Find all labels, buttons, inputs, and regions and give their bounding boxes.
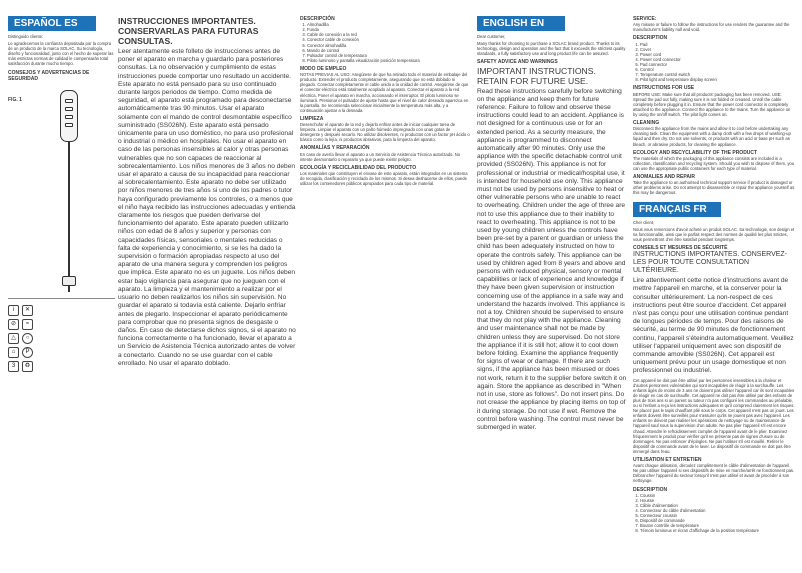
description-title-es: DESCRIPCIÓN — [300, 16, 335, 22]
column-en — [477, 0, 627, 573]
greeting-es: Distinguido cliente: — [8, 34, 44, 39]
list-item: 2. Housse — [640, 498, 795, 503]
safety-text-fr: Lire attentivement cette notice d'instructions avant de mettre l'appareil en marche, et la conserver pour la consulter ultérieurement. La non-respect de ces instructions peut être source d'accident. Cet appareil n'est pas conçu pour une utilisation continue pendant de longues périodes de temps. Pour des raisons de sécurité, au terme de 90 minutes de fonctionnement continu, l'appareil s'éteindra automatiquement. Veuillez utiliser l'appareil uniquement avec son dispositif de commande amovible (SS026N). Cet appareil est uniquement prévu pour un usage domestique et non professionnel ou industriel. — [633, 277, 794, 375]
list-item: 1. Almohadilla — [307, 22, 470, 27]
language-header-en: ENGLISH EN — [477, 16, 565, 31]
anomalies-title-es: ANOMALÍAS Y REPARACIÓN — [300, 145, 370, 152]
no-dry-clean-icon: P — [22, 347, 33, 358]
column-es-intro — [8, 0, 115, 573]
ecology-title-en: ECOLOGY AND RECYCLABILITY OF THE PRODUCT — [633, 149, 758, 156]
safety-text-es: Leer atentamente este folleto de instrucciones antes de poner el aparato en marcha y guardarlo para posteriores consultas. La no observación y cumplimiento de estas instrucciones puede comportar uno resultado un accidente. Este aparato no está pensado para su uso continuado durante largos periodos de tiempo. Como medida de seguridad, el aparato está programado para desconectarse automáticamente tras 90 minutos. Usar el aparato solamente con el mando de control desmontable específico suministrado (SS026N). Este aparato está pensado únicamente para un uso doméstico, no para uso profesional o industrial o médico en hospitales. No usar el aparato en caso de las personas insensibles al calor y otras personas vulnerables que no son capaces de reaccionar al sobrecalentamiento. Los niños menores de 3 años no deben usar el aparato a causa de su incapacidad para reaccionar al sobrecalentamiento. Este aparato no debe ser utilizado por niños menores de tres años si uno de los padres o tutor haya configurado previamente los controles, o a menos que el niño haya recibido las instrucciones adecuadas y entienda claramente los riesgos que pueden derivarse del funcionamiento del aparato. Este aparato pueden utilizarlo niños con edad de 8 años y superior y personas con capacidades físicas, sensoriales o mentales reducidas o falta de experiencia y conocimiento, si se les ha dado la supervisión o formación apropiadas respecto al uso del aparato de una manera segura y comprenden los peligros que implica. Este aparato no es un juguete. Los niños deben estar bajo vigilancia para asegurar que no jueguen con el aparato. La limpieza y el mantenimiento a realizar por el usuario no deben realizarlos los niños sin supervisión. No guardar el aparato si todavía está caliente. Dejarlo enfriar antes de plegarlo. Inspeccionar el aparato periódicamente para comprobar que no presenta signos de desgaste o daños. En caso de detectarse dichos signos, si el aparato no funciona correctamente o ha funcionado, llevar el aparato a un Servicio de Asistencia Técnica autorizado antes de volver a conectarlo. Cuando no se use guardar con el cable enrollado. No usar el aparato doblado. — [118, 48, 296, 367]
service-title-en: SERVICE: — [633, 16, 657, 22]
remote-button-drawing — [65, 115, 73, 119]
tumble-dry-icon: ○ — [22, 333, 33, 344]
ecology-title-es: ECOLOGÍA Y RECICLABILIDAD DEL PRODUCTO — [300, 164, 417, 171]
list-item: 5. Connecteur coussin — [640, 513, 795, 518]
list-item: 7. Bouton contrôle de température — [640, 523, 795, 528]
list-item: 2. Funda — [307, 27, 470, 32]
no-iron-icon: ⌂ — [8, 347, 19, 358]
ecology-text-en: The materials of which the packaging of this appliance consists are included in a collection, classification and recycling system. Should you wish to dispose of them, you can use the appropriate public containers for each type of material. — [633, 155, 795, 171]
language-header-fr: FRANÇAIS FR — [633, 202, 721, 217]
list-item: 3. Cable de conexión a la red — [307, 32, 470, 37]
list-item: 5. Conector almohadilla — [307, 43, 470, 48]
column-es-instructions — [118, 0, 296, 573]
column-es-use — [300, 0, 470, 573]
ecology-text-es: Los materiales que constituyen el envase de este aparato, están integrados en un sistema de recogida, clasificación y reciclado de los mismos. Si desea deshacerse de ellos, puede utilizar los contenedores públicos apropiados para cada tipo de material. — [300, 171, 468, 187]
description-list-en — [633, 42, 795, 83]
divider — [8, 298, 115, 299]
service-text-en: Any misuse or failure to follow the instructions for use renders the guarantee and the manufacturer's liability null and void. — [633, 22, 790, 33]
use-text-fr: Avant chaque utilisation, déroulez complètement le câble d'alimentation de l'appareil. Ne pas utiliser l'appareil si ses dispositifs de mise en marche/arrêt ne fonctionnent pas. Débrancher l'appareil du secteur lorsqu'il n'est pas utilisé et avant de procéder à son nettoyage. — [633, 463, 795, 484]
age-limit-icon: 3 — [8, 361, 19, 372]
safety-text-en: Read these instructions carefully before switching on the appliance and keep them for future reference. Failure to follow and observe these instructions could lead to an accident. Appliance is not designed for a continuous use or for an extended period. As a security measure, the appliance is programmed to disconnect automatically after 90 minutes. Only use the appliance with the specific detachable control unit provided (SS026N). This appliance is not for professional or industrial or medical/hospital use, it is intended for household use only. This appliance must not be used by persons insensitive to heat or other vulnerable persons who are unable to react to overheating. Children under the age of three are not to use this appliance due to their inability to react to overheating. This appliance is not to be used by young children unless the controls have been pre-set by a parent or guardian or unless the child has been adequately instructed on how to operate the controls safely. This appliance can be used by children aged from 8 years and above and persons with reduced physical, sensory or mental capabilities or lack of experience and knowledge if they have been given supervision or instruction concerning use of the appliance in a safe way and understand the hazards involved. This appliance is not a toy. Children should be supervised to ensure that they do not play with the appliance. Cleaning and user maintenance shall not be made by children unless they are supervised. Do not store the appliance if it is still hot; allow it to cool down before folding. Examine the appliance frequently for signs of wear or damage. If there are such signs, if the appliance has been misused or does not work, return it to the supplier before switch it on again. Store the appliance as described in "When not in use, store as follows". Do not insert pins. Do not crease the appliance by placing items on top of it during storage. Do not use if wet. Remove the control before washing. The control must never be submerged in water. — [477, 87, 627, 431]
list-item: 2. Cover — [640, 47, 795, 52]
no-bleach-icon: △ — [8, 333, 19, 344]
cable-drawing — [68, 142, 70, 292]
safety-title-en: SAFETY ADVICE AND WARNINGS — [477, 59, 558, 66]
list-item: 3. Power cord — [640, 52, 795, 57]
list-item: 6. Dispositif de commande — [640, 518, 795, 523]
remote-button-drawing — [65, 99, 73, 103]
symbol-row — [8, 319, 115, 330]
cleaning-text-en: Disconnect the appliance from the mains and allow it to cool before undertaking any cleaning task. Clean the equipment with a damp cloth with a few drops of washing-up liquid and then dry. Do not use solvents, or products with an acid or base pH such as bleach, or abrasive products, for cleaning the appliance. — [633, 126, 791, 147]
symbol-row — [8, 347, 115, 358]
list-item: 6. Control — [640, 67, 795, 72]
wash-icon: ≈ — [22, 319, 33, 330]
list-item: 3. Câble d'alimentation — [640, 503, 795, 508]
symbol-row — [8, 305, 115, 316]
list-item: 5. Pad connector — [640, 62, 795, 67]
safety-title-fr: CONSEILS ET MESURES DE SÉCURITÉ — [633, 244, 728, 251]
list-item: 4. Connecteur du câble d'alimentation — [640, 508, 795, 513]
figure-label: FIG. 1 — [8, 96, 22, 103]
read-manual-icon: i — [8, 305, 19, 316]
cleaning-title-en: CLEANING — [633, 120, 660, 127]
cleaning-title-es: LIMPIEZA — [300, 115, 324, 122]
intro-en: Many thanks for choosing to purchase a SOLAC brand product. Thanks to its technology, design and operation and the fact that it exceeds the strictest quality standards, a fully satisfactory use and long product life can be assured. — [477, 41, 626, 57]
connector-drawing — [62, 276, 76, 286]
intro-es: Le agradecemos la confianza depositada por la compra de un producto de la marca SOLAC. Su tecnología, diseño y funcionalidad, junto con el hecho de superar las más estrictas normas de calidad le compensarán total satisfacción durante mucho tiempo. — [8, 41, 114, 67]
anomalies-title-en: ANOMALIES AND REPAIR — [633, 174, 695, 181]
safety-title-es: CONSEJOS Y ADVERTENCIAS DE SEGURIDAD — [8, 69, 90, 82]
no-fold-icon: ⊘ — [8, 319, 19, 330]
remote-button-drawing — [65, 107, 73, 111]
use-title-es: MODO DE EMPLEO — [300, 65, 347, 72]
symbols-legend — [8, 305, 115, 372]
symbol-row — [8, 333, 115, 344]
anomalies-text-en: Take the appliance to an authorised technical support service if product is damaged or other problems arise. Do not attempt to disassemble or repair the appliance yourself as this may be dangerous. — [633, 180, 795, 196]
list-item: 4. Power cord connector — [640, 57, 795, 62]
anomalies-text-es: En caso de avería llevar el aparato a un Servicio de Asistencia Técnica autorizado. No intente desmontarlo o repararlo ya que puede existir peligro. — [300, 151, 461, 162]
list-item: 1. Coussin — [640, 493, 795, 498]
cleaning-text-es: Desenchufar el aparato de la red y dejarlo enfriar antes de iniciar cualquier tarea de limpieza. Limpiar el aparato con un paño húmedo impregnado con unas gotas de detergente y después secarlo. No utilizar disolventes, ni productos con un factor pH ácido o básico como la lejía, ni productos abrasivos, para la limpieza del aparato. — [300, 122, 470, 143]
intro-fr: Nous vous remercions d'avoir acheté un produit SOLAC. Sa technologie, son design et sa fonctionnalité, ainsi que le parfait respect des normes de qualité les plus strictes, vous permettront d'en être satisfait pendant longtemps. — [633, 226, 795, 242]
list-item: 8. Piloto luminoso y pantalla visualización posición temperatura — [307, 58, 470, 63]
description-list-es — [300, 22, 470, 63]
description-list-fr — [633, 493, 795, 534]
column-en-fr — [633, 0, 795, 573]
use-title-en: INSTRUCTIONS FOR USE — [633, 85, 695, 92]
recycle-bin-icon: ♻ — [22, 361, 33, 372]
list-item: 6. Mando de control — [307, 48, 470, 53]
list-item: 8. Témoin lumineux et écran d'affichage de la position température — [640, 528, 795, 533]
continued-text-fr: Cet appareil ne doit pas être utilisé par les personnes insensibles à la chaleur et d'autres personnes vulnérables qui sont incapables de réagir à la surchauffe. Les enfants âgés de moins de 3 ans ne doivent pas utiliser l'appareil car ils sont incapables de réagir en cas de surchauffe. Cet appareil ne doit pas être utilisé par des enfants de plus de trois ans si un parent ou tuteur n'a pas configuré les commandes au préalable, ou si l'enfant a reçu les instructions adéquates et qu'il comprend clairement les risques. Ne placez pas le tapis chauffant plié sous le corps. Cet appareil n'est pas un jouet. Les enfants doivent être surveillés pour s'assurer qu'ils ne jouent pas avec l'appareil. Les enfants ne doivent pas réaliser les opérations de nettoyage ou de maintenance de l'appareil sauf sous la supervision d'un adulte. Ne pas plier l'appareil s'il est encore chaud. Attendre le refroidissement complet de l'appareil avant de le plier. Examinez fréquemment le produit pour vérifier qu'il ne présente pas de signes d'usure ou de dommages. Ne pas enfoncer d'épingles. Ne pas l'utiliser s'il est mouillé. Retirer le dispositif de commande avant de le laver. Le dispositif de commande ne doit pas être immergé dans l'eau. — [633, 377, 795, 454]
greeting-fr: Cher client, — [633, 219, 655, 225]
figure-1 — [8, 90, 115, 295]
instructions-title-es: INSTRUCCIONES IMPORTANTES. CONSERVARLAS PARA FUTURAS CONSULTAS. — [118, 16, 259, 46]
list-item: 7. Pulsador control de temperatura — [307, 53, 470, 58]
no-pins-icon: ✕ — [22, 305, 33, 316]
description-title-fr: DESCRIPTION — [633, 486, 668, 493]
list-item: 4. Conector cable de conexión — [307, 37, 470, 42]
language-header-es: ESPAÑOL ES — [8, 16, 96, 31]
greeting-en: Dear customer, — [477, 34, 506, 39]
description-title-en: DESCRIPTION — [633, 35, 668, 42]
remote-control-drawing — [60, 90, 78, 142]
use-text-en: BEFORE USE: Make sure that all products' packaging has been removed. USE: Spread the pad out fully, making sure it is not folded or creased. Unroll the cable completely before plugging it in. Ensure that the power cord connector is completely attached to the appliance. Connect the appliance to the mains. Turn the appliance on by using the on/off switch. The pilot light comes on. — [633, 91, 791, 117]
symbol-row — [8, 361, 115, 372]
instructions-title-en: IMPORTANT INSTRUCTIONS. RETAIN FOR FUTURE USE. — [477, 65, 596, 86]
list-item: 1. Pad — [640, 42, 795, 47]
remote-button-drawing — [65, 123, 73, 127]
list-item: 7. Temperature control switch — [640, 72, 795, 77]
list-item: 8. Pilot light and temperature display screen — [640, 77, 795, 82]
use-text-es: NOTAS PREVIAS AL USO: Asegúrese de que ha retirado todo el material de embalaje del producto. Extender el producto completamente, asegurando que no está doblado ni plegado. Conectar completamente el cable unido a la unidad de control. Asegúrese de que el conector eléctrico está totalmente acoplado al aparato. Conectar el aparato a la red eléctrica. Poner el aparato en marcha, accionando el interruptor. El piloto luminoso se iluminará. Presionar el pulsador de ajuste hasta que el nivel de calor deseado aparezca en la pantalla. Se recomienda seleccionar inicialmente la temperatura más alta, y a continuación ajustar a la deseada. — [300, 72, 469, 113]
instructions-title-fr: INSTRUCTIONS IMPORTANTES. CONSERVEZ-LES POUR TOUTE CONSULTATION ULTÉRIEURE. — [633, 251, 788, 275]
use-title-fr: UTILISATION ET ENTRETIEN — [633, 456, 702, 463]
